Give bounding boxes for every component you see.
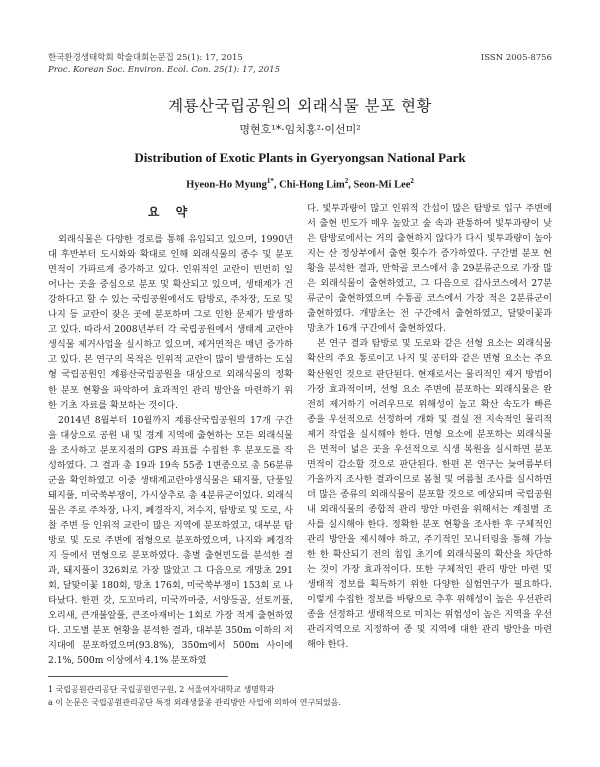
author-3: Seon-Mi Lee: [353, 179, 411, 191]
right-column: [307, 201, 552, 652]
journal-citation-ko: 한국환경생태학회 학술대회논문집 25(1): 17, 2015: [48, 53, 243, 63]
author-3-affil: 2: [410, 177, 414, 185]
authors-english: [0, 177, 600, 191]
abstract-paragraph-1: 외래식물은 다양한 경로를 통해 유입되고 있으며, 1990년대 후반부터 도시화와 확대로 인해 외래식물의 종수 및 분포면적이 가파르게 증가하고 있다. 인위적인 교란이 빈번히 일어나는 곳을 중심으로 분포 및 확산되고 있으며, 생태계가 건강하다고 할 수 있는 국립공원에서도 탐방로, 주차장, 도로 및 나지 등 교란이 잦은 곳에 분포하며 그로 인한 문제가 발생하고 있다. 따라서 2008년부터 각 국립공원에서 생태계 교란야생식물 제거사업을 실시하고 있으며, 제거면적은 매년 증가하고 있다. 본 연구의 목적은 인위적 교란이 많이 발생하는 도심형 국립공원인 계룡산국립공원을 대상으로 외래식물의 정확한 분포 현황을 파악하여 효과적인 관리 방안을 마련하기 위한 기초 자료를 확보하는 것이다.: [48, 234, 293, 411]
issn: ISSN 2005-8756: [480, 53, 552, 63]
journal-citation-en: Proc. Korean Soc. Environ. Ecol. Con. 25(1): 17, 2015: [48, 65, 280, 75]
title-korean: 계룡산국립공원의 외래식물 분포 현황: [168, 97, 432, 115]
abstract-paragraph-2-continued: 다. 빛투과량이 많고 인위적 간섭이 많은 탐방로 입구 주변에서 출현 빈도가 매우 높았고 숲 속과 관통하여 빛투과량이 낮은 탐방로에서는 거의 출현하지 않다가 다시 빛투과량이 높아지는 산 정상부에서 출현 횟수가 증가하였다. 구간별 분포 현황을 분석한 결과, 만학골 코스에서 총 29분류군으로 가장 많은 외래식물이 출현하였고, 그 다음으로 갑사코스에서 27분류군이 출현하였으며 수통골 코스에서 가장 적은 2분류군이 출현하였다. 개망초는 전 구간에서 출현하였고, 달맞이꽃과 망초가 16개 구간에서 출현하였다.: [307, 203, 552, 335]
author-2: Chi-Hong Lim: [279, 179, 345, 191]
author-1: Hyeon-Ho Myung: [186, 179, 267, 191]
abstract-paragraph-3: 본 연구 결과 탐방로 및 도로와 같은 선형 요소는 외래식물 확산의 주요 통로이고 나지 및 공터와 같은 면형 요소는 주요 확산원인 것으로 판단된다. 현재로서는 물리적인 제거 방법이 가장 효과적이며, 선형 요소 주변에 분포하는 외래식물은 완전히 제거하기 어려우므로 위해성이 높고 확산 속도가 빠른 종을 우선적으로 선정하여 개화 및 결실 전 지속적인 물리적 제거 작업을 실시해야 한다. 면형 요소에 분포하는 외래식물은 면적이 넓은 곳을 우선적으로 식생 복원을 실시하면 분포 면적이 감소할 것으로 판단된다. 한편 본 연구는 늦여름부터 가을까지 조사한 결과이므로 봄철 및 여름철 조사를 실시하면 더 많은 종류의 외래식물이 분포할 것으로 예상되며 국립공원 내 외래식물의 종합적 관리 방안 마련을 위해서는 계절별 조사를 실시해야 한다. 정확한 분포 현황을 조사한 후 구체적인 관리 방안을 제시해야 하고, 주기적인 모니터링을 통해 가능한 한 확산되기 전의 침입 초기에 외래식물의 확산을 차단하는 것이 가장 효과적이다. 또한 구체적인 관리 방안 마련 및 생태적 정보를 획득하기 위한 다양한 실험연구가 필요하다. 이렇게 수집한 정보를 바탕으로 추후 위해성이 높은 우선관리종을 선정하고 생태적으로 미치는 위험성이 높은 지역을 우선관리지역으로 지정하여 종 및 지역에 대한 관리 방안을 마련해야 한다.: [307, 338, 552, 651]
author-1-affil: 1*: [266, 177, 274, 185]
left-column: [48, 201, 293, 668]
footnote-divider: [48, 676, 228, 677]
authors-korean: 명현호¹*·임치홍²·이선미²: [239, 123, 361, 136]
title-english: Distribution of Exotic Plants in Gyeryongsan National Park: [134, 150, 466, 165]
running-header: [48, 52, 552, 76]
abstract-heading: 요 약: [147, 205, 194, 219]
footnote-affiliations: 1 국립공원관리공단 국립공원연구원, 2 서울여자대학교 생명학과: [48, 685, 275, 694]
abstract-paragraph-2: 2014년 8월부터 10월까지 계룡산국립공원의 17개 구간을 대상으로 공원 내 및 경계 지역에 출현하는 모든 외래식물을 조사하고 분포지점의 GPS 좌표를 수집한 후 분포도를 작성하였다. 그 결과 총 19과 19속 55종 1변종으로 총 56분류군을 확인하였고 이중 생태계교란야생식물은 돼지풀, 단풍잎돼지풀, 미국쑥부쟁이, 가시상추로 총 4분류군이었다. 외래식물은 주로 주차장, 나지, 폐경작지, 저수지, 탐방로 및 도로, 사찰 주변 등 인위적 교란이 많은 지역에 분포하였고, 대부분 탐방로 및 도로 주변에 점형으로 분포하였으며, 나지와 폐경작지 등에서 면형으로 분포하였다. 총별 출현빈도를 분석한 결과, 돼지풀이 326회로 가장 많았고 그 다음으로 개망초 291회, 달맞이꽃 180회, 망초 176회, 미국쑥부쟁이 153회 로 나타났다. 한편 갓, 도꼬마리, 미국까마중, 서양등골, 선토끼풀, 오리새, 큰개불알풀, 큰조아재비는 1회로 가장 적게 출현하였다. 고도별 분포 현황을 분석한 결과, 대부분 350m 이하의 저지대에 분포하였으며(93.8%), 350m에서 500m 사이에 2.1%, 500m 이상에서 4.1% 분포하였: [48, 414, 294, 667]
author-2-affil: 2: [344, 177, 349, 185]
author-sep-1: ,: [273, 179, 280, 191]
author-sep-2: ,: [348, 179, 354, 191]
footnote-funding: a 이 논문은 국립공원관리공단 특정 외래생물종 관리방안 사업에 의하여 연구되었음.: [48, 698, 341, 707]
